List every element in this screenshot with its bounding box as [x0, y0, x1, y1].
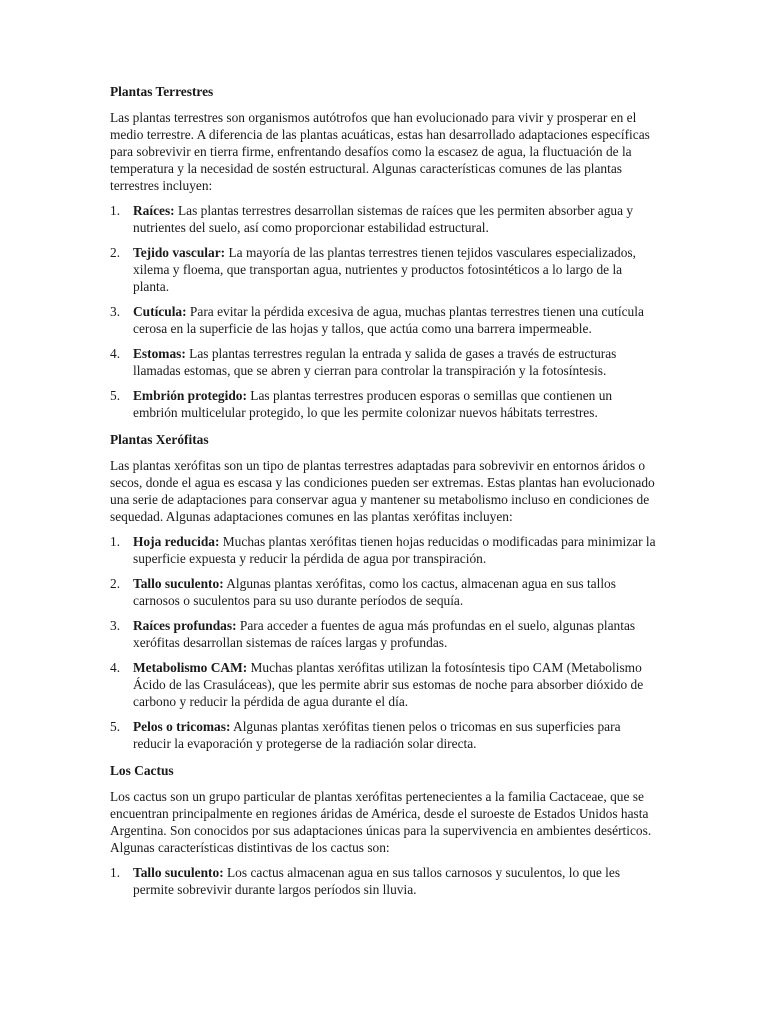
section-title: Plantas Terrestres	[110, 84, 214, 99]
item-term: Hoja reducida:	[133, 534, 220, 549]
item-number: 2.	[110, 576, 121, 591]
item-number: 5.	[110, 719, 121, 734]
item-term: Tallo suculento:	[133, 576, 224, 591]
item-text: Las plantas terrestres producen esporas o semillas que contienen un embrión multicelular protegido, lo que les permite colonizar nuevos hábitats terrestres.	[133, 388, 613, 420]
item-text: Para acceder a fuentes de agua más profundas en el suelo, algunas plantas xerófitas desarrollan sistemas de raíces largas y profundas.	[133, 618, 636, 650]
section-title: Plantas Xerófitas	[110, 432, 209, 447]
item-text: Muchas plantas xerófitas utilizan la fotosíntesis tipo CAM (Metabolismo Ácido de las Crasuláceas), que les permite abrir sus estomas de noche para absorber dióxido de carbono y reducir la pérdida de agua durante el día.	[133, 660, 644, 709]
section-plantas-terrestres	[110, 83, 658, 421]
section-title: Los Cactus	[110, 763, 174, 778]
feature-list	[110, 864, 658, 898]
item-number: 1.	[110, 534, 121, 549]
section-paragraph: Los cactus son un grupo particular de plantas xerófitas pertenecientes a la familia Cactaceae, que se encuentran principalmente en regiones áridas de América, desde el suroeste de Estados Unidos hasta Argentina. Son conocidos por sus adaptaciones únicas para la supervivencia en ambientes desérticos. Algunas características distintivas de los cactus son:	[110, 789, 652, 855]
document-page	[110, 83, 658, 906]
list-item	[110, 659, 658, 710]
section-los-cactus	[110, 762, 658, 898]
item-term: Raíces:	[133, 203, 175, 218]
item-number: 2.	[110, 245, 121, 260]
item-number: 1.	[110, 203, 121, 218]
item-text: La mayoría de las plantas terrestres tienen tejidos vasculares especializados, xilema y floema, que transportan agua, nutrientes y productos fotosintéticos a lo largo de la planta.	[133, 245, 636, 294]
item-number: 4.	[110, 346, 121, 361]
item-term: Metabolismo CAM:	[133, 660, 248, 675]
list-item	[110, 533, 658, 567]
feature-list	[110, 202, 658, 421]
item-term: Raíces profundas:	[133, 618, 237, 633]
section-plantas-xerofitas	[110, 431, 658, 752]
item-text: Muchas plantas xerófitas tienen hojas reducidas o modificadas para minimizar la superficie expuesta y reducir la pérdida de agua por transpiración.	[133, 534, 656, 566]
item-term: Embrión protegido:	[133, 388, 247, 403]
section-paragraph: Las plantas terrestres son organismos autótrofos que han evolucionado para vivir y prosperar en el medio terrestre. A diferencia de las plantas acuáticas, estas han desarrollado adaptaciones específicas para sobrevivir en tierra firme, enfrentando desafíos como la escasez de agua, la fluctuación de la temperatura y la necesidad de sostén estructural. Algunas características comunes de las plantas terrestres incluyen:	[110, 110, 650, 193]
item-number: 4.	[110, 660, 121, 675]
list-item	[110, 617, 658, 651]
item-text: Los cactus almacenan agua en sus tallos carnosos y suculentos, lo que les permite sobrevivir durante largos períodos sin lluvia.	[133, 865, 621, 897]
list-item	[110, 345, 658, 379]
list-item	[110, 244, 658, 295]
item-term: Tejido vascular:	[133, 245, 226, 260]
item-text: Las plantas terrestres desarrollan sistemas de raíces que les permiten absorber agua y nutrientes del suelo, así como proporcionar estabilidad estructural.	[133, 203, 634, 235]
list-item	[110, 575, 658, 609]
list-item	[110, 864, 658, 898]
section-paragraph: Las plantas xerófitas son un tipo de plantas terrestres adaptadas para sobrevivir en entornos áridos o secos, donde el agua es escasa y las condiciones pueden ser extremas. Estas plantas han evolucionado una serie de adaptaciones para conservar agua y mantener su metabolismo incluso en condiciones de sequedad. Algunas adaptaciones comunes en las plantas xerófitas incluyen:	[110, 458, 655, 524]
list-item	[110, 387, 658, 421]
item-term: Estomas:	[133, 346, 186, 361]
item-term: Tallo suculento:	[133, 865, 224, 880]
item-text: Las plantas terrestres regulan la entrada y salida de gases a través de estructuras llamadas estomas, que se abren y cierran para controlar la transpiración y la fotosíntesis.	[133, 346, 617, 378]
list-item	[110, 202, 658, 236]
list-item	[110, 303, 658, 337]
item-term: Cutícula:	[133, 304, 187, 319]
item-number: 3.	[110, 304, 121, 319]
item-term: Pelos o tricomas:	[133, 719, 231, 734]
item-text: Para evitar la pérdida excesiva de agua, muchas plantas terrestres tienen una cutícula cerosa en la superficie de las hojas y tallos, que actúa como una barrera impermeable.	[133, 304, 644, 336]
list-item	[110, 718, 658, 752]
item-text: Algunas plantas xerófitas, como los cactus, almacenan agua en sus tallos carnosos o suculentos para su uso durante períodos de sequía.	[133, 576, 616, 608]
item-number: 5.	[110, 388, 121, 403]
item-text: Algunas plantas xerófitas tienen pelos o tricomas en sus superficies para reducir la evaporación y protegerse de la radiación solar directa.	[133, 719, 621, 751]
item-number: 1.	[110, 865, 121, 880]
item-number: 3.	[110, 618, 121, 633]
feature-list	[110, 533, 658, 752]
